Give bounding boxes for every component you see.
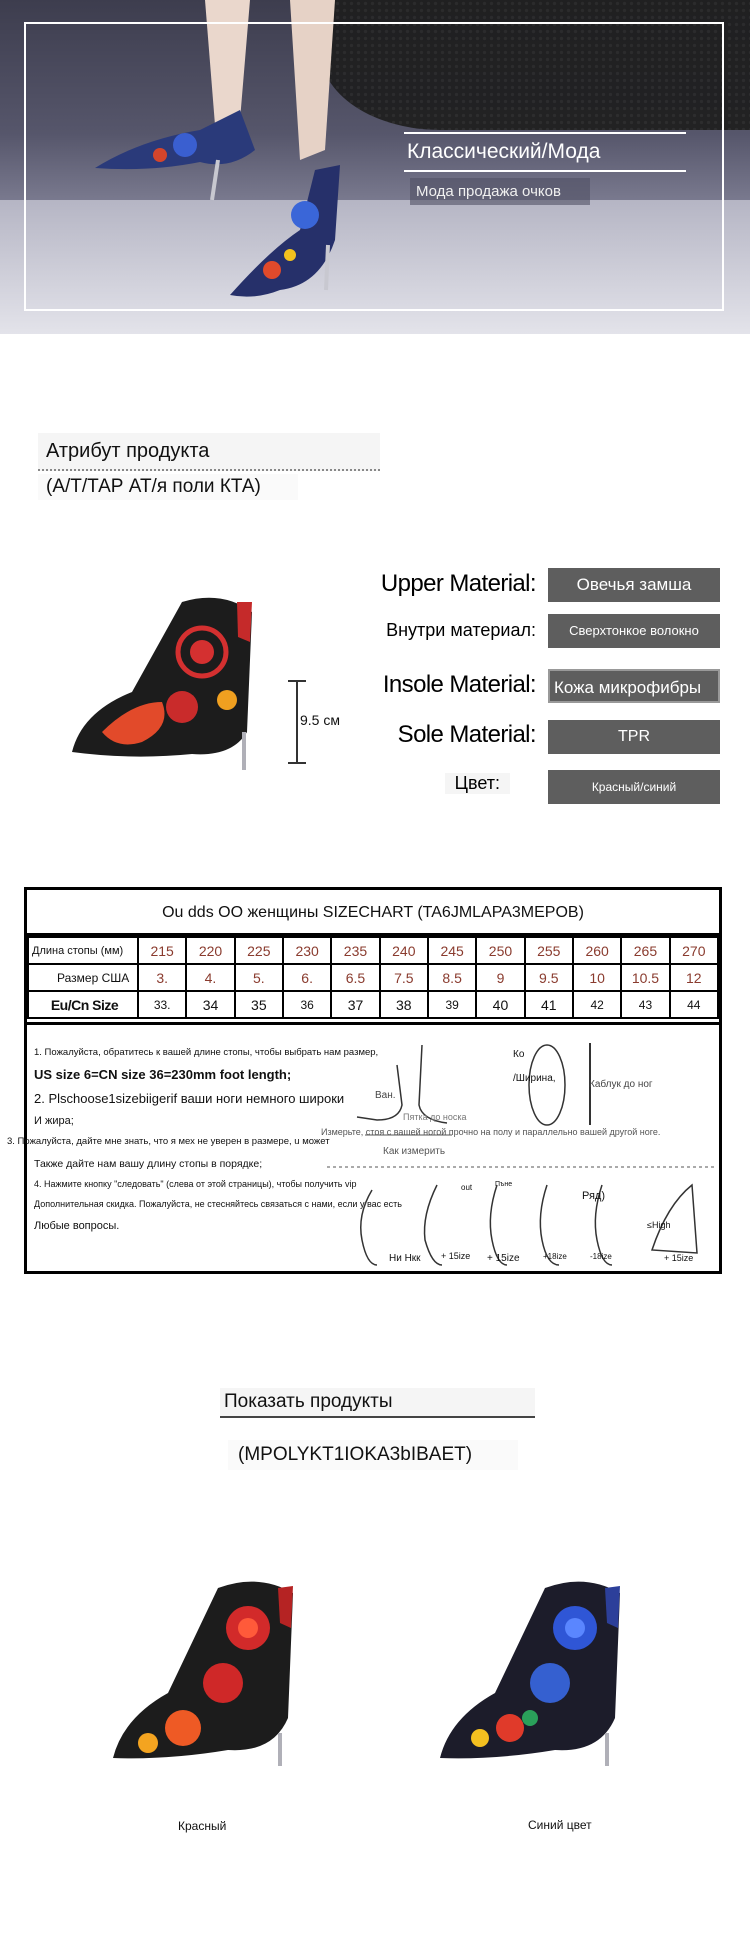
upper-material-value: Овечья замша [548,568,720,602]
measure-row: Ряд) [582,1190,606,1202]
size-cell: 250 [476,937,524,964]
insole-material-label: Insole Material: [382,671,536,698]
measure-van: Ван. [375,1090,396,1101]
note-line: И жира; [34,1115,74,1127]
table-row [28,991,718,1018]
note-line: Любые вопросы. [34,1220,120,1232]
product-blue-caption: Синий цвет [528,1818,592,1832]
insole-material-value: Кожа микрофибры [548,669,720,703]
height-label: 9.5 см [300,712,340,728]
size-chart-title: Ou dds OO женщины SIZECHART (TA6JMLAPA3MEPOB) [27,890,719,936]
show-products-heading: Показать продукты [220,1388,535,1418]
sole-material-label: Sole Material: [397,721,536,748]
size-cell: 38 [380,991,428,1018]
hero-tagline: Классический/Мода [404,132,686,172]
size-notes [7,1022,719,1271]
inner-material-value: Сверхтонкое волокно [548,614,720,648]
inner-material-label: Внутри материал: [386,620,536,640]
hero-subtag: Мода продажа очков [410,178,590,205]
size-cell: 12 [670,964,718,991]
size-chart [7,887,722,1274]
size-cell: 43 [621,991,669,1018]
note-line: 3. Пожалуйста, дайте мне знать, что я мех не уверен в размере, u может [7,1136,330,1147]
measure-pnm: Пъне [495,1181,513,1188]
show-products-subheading: (MPOLYKT1IOKA3bIBAET) [228,1440,518,1470]
size-cell: 7.5 [380,964,428,991]
size-cell: 270 [670,937,718,964]
note-line: 1. Пожалуйста, обратитесь к вашей длине стопы, чтобы выбрать нам размер, [34,1047,379,1058]
size-cell: 215 [138,937,186,964]
size-cell: 240 [380,937,428,964]
size-cell: 3. [138,964,186,991]
attribute-heading: Атрибут продукта [38,433,380,471]
size-cell: 40 [476,991,524,1018]
measure-caption: + 15ize [664,1253,694,1263]
size-cell: 10.5 [621,964,669,991]
size-cell: 260 [573,937,621,964]
size-cell: 10 [573,964,621,991]
size-cell: 265 [621,937,669,964]
note-line: 4. Нажмите кнопку "следовать" (слева от этой страницы), чтобы получить vip [34,1179,357,1189]
row-header: Размер США [28,964,138,991]
measure-caption: +18ize [543,1252,567,1261]
size-cell: 5. [235,964,283,991]
measure-caption: -18ize [590,1252,612,1261]
size-cell: 9.5 [525,964,573,991]
size-cell: 235 [331,937,379,964]
measure-illustration [27,1025,719,1274]
size-cell: 245 [428,937,476,964]
measure-caption: + 15ize [441,1251,471,1261]
table-row [28,964,718,991]
size-cell: 6. [283,964,331,991]
size-cell: 4. [186,964,234,991]
size-cell: 255 [525,937,573,964]
size-cell: 36 [283,991,331,1018]
size-cell: 8.5 [428,964,476,991]
height-dimension-line [296,680,298,764]
size-cell: 44 [670,991,718,1018]
size-cell: 230 [283,937,331,964]
hero-banner [0,0,750,334]
size-cell: 42 [573,991,621,1018]
note-line: US size 6=CN size 36=230mm foot length; [34,1067,292,1082]
size-cell: 34 [186,991,234,1018]
row-header: Длина стопы (мм) [28,937,138,964]
measure-heel: Каблук до ног [589,1079,653,1090]
note-line: Дополнительная скидка. Пожалуйста, не стесняйтесь связаться с нами, если у вас есть [34,1199,402,1209]
measure-width: /Ширина, [513,1073,556,1084]
size-cell: 33. [138,991,186,1018]
size-cell: 37 [331,991,379,1018]
measure-how: Как измерить [383,1146,446,1157]
measure-high: ≤High [647,1220,671,1230]
measure-instruction: Измерьте, стоя с вашей ногой прочно на полу и параллельно вашей другой ноге. [321,1127,661,1137]
red-shoe-image [62,582,292,772]
measure-out: out [461,1183,473,1192]
size-cell: 9 [476,964,524,991]
product-red-shoe-image [108,1568,318,1768]
size-cell: 220 [186,937,234,964]
size-cell: 6.5 [331,964,379,991]
size-cell: 39 [428,991,476,1018]
sole-material-value: TPR [548,720,720,754]
color-label: Цвет: [445,773,510,794]
product-red-caption: Красный [178,1819,227,1833]
upper-material-label: Upper Material: [380,570,536,597]
product-blue-shoe-image [435,1568,645,1768]
measure-caption: Ни Нкк [389,1253,421,1264]
measure-ko: Ко [513,1049,525,1060]
size-cell: 225 [235,937,283,964]
measure-caption: + 15ize [487,1253,520,1264]
attribute-subheading: (А/Т/ТАР АТ/я поли КТА) [38,474,298,500]
size-cell: 35 [235,991,283,1018]
note-line: Также дайте нам вашу длину стопы в порядке; [34,1158,263,1170]
size-cell: 41 [525,991,573,1018]
table-row [28,937,718,964]
note-line: 2. Plschoose1sizebiigerif ваши ноги немного широки [34,1091,345,1106]
color-value: Красный/синий [548,770,720,804]
row-header: Eu/Cn Size [28,991,138,1018]
size-table [27,936,719,1019]
measure-heel-to-toe: Пятка до носка [403,1112,467,1122]
